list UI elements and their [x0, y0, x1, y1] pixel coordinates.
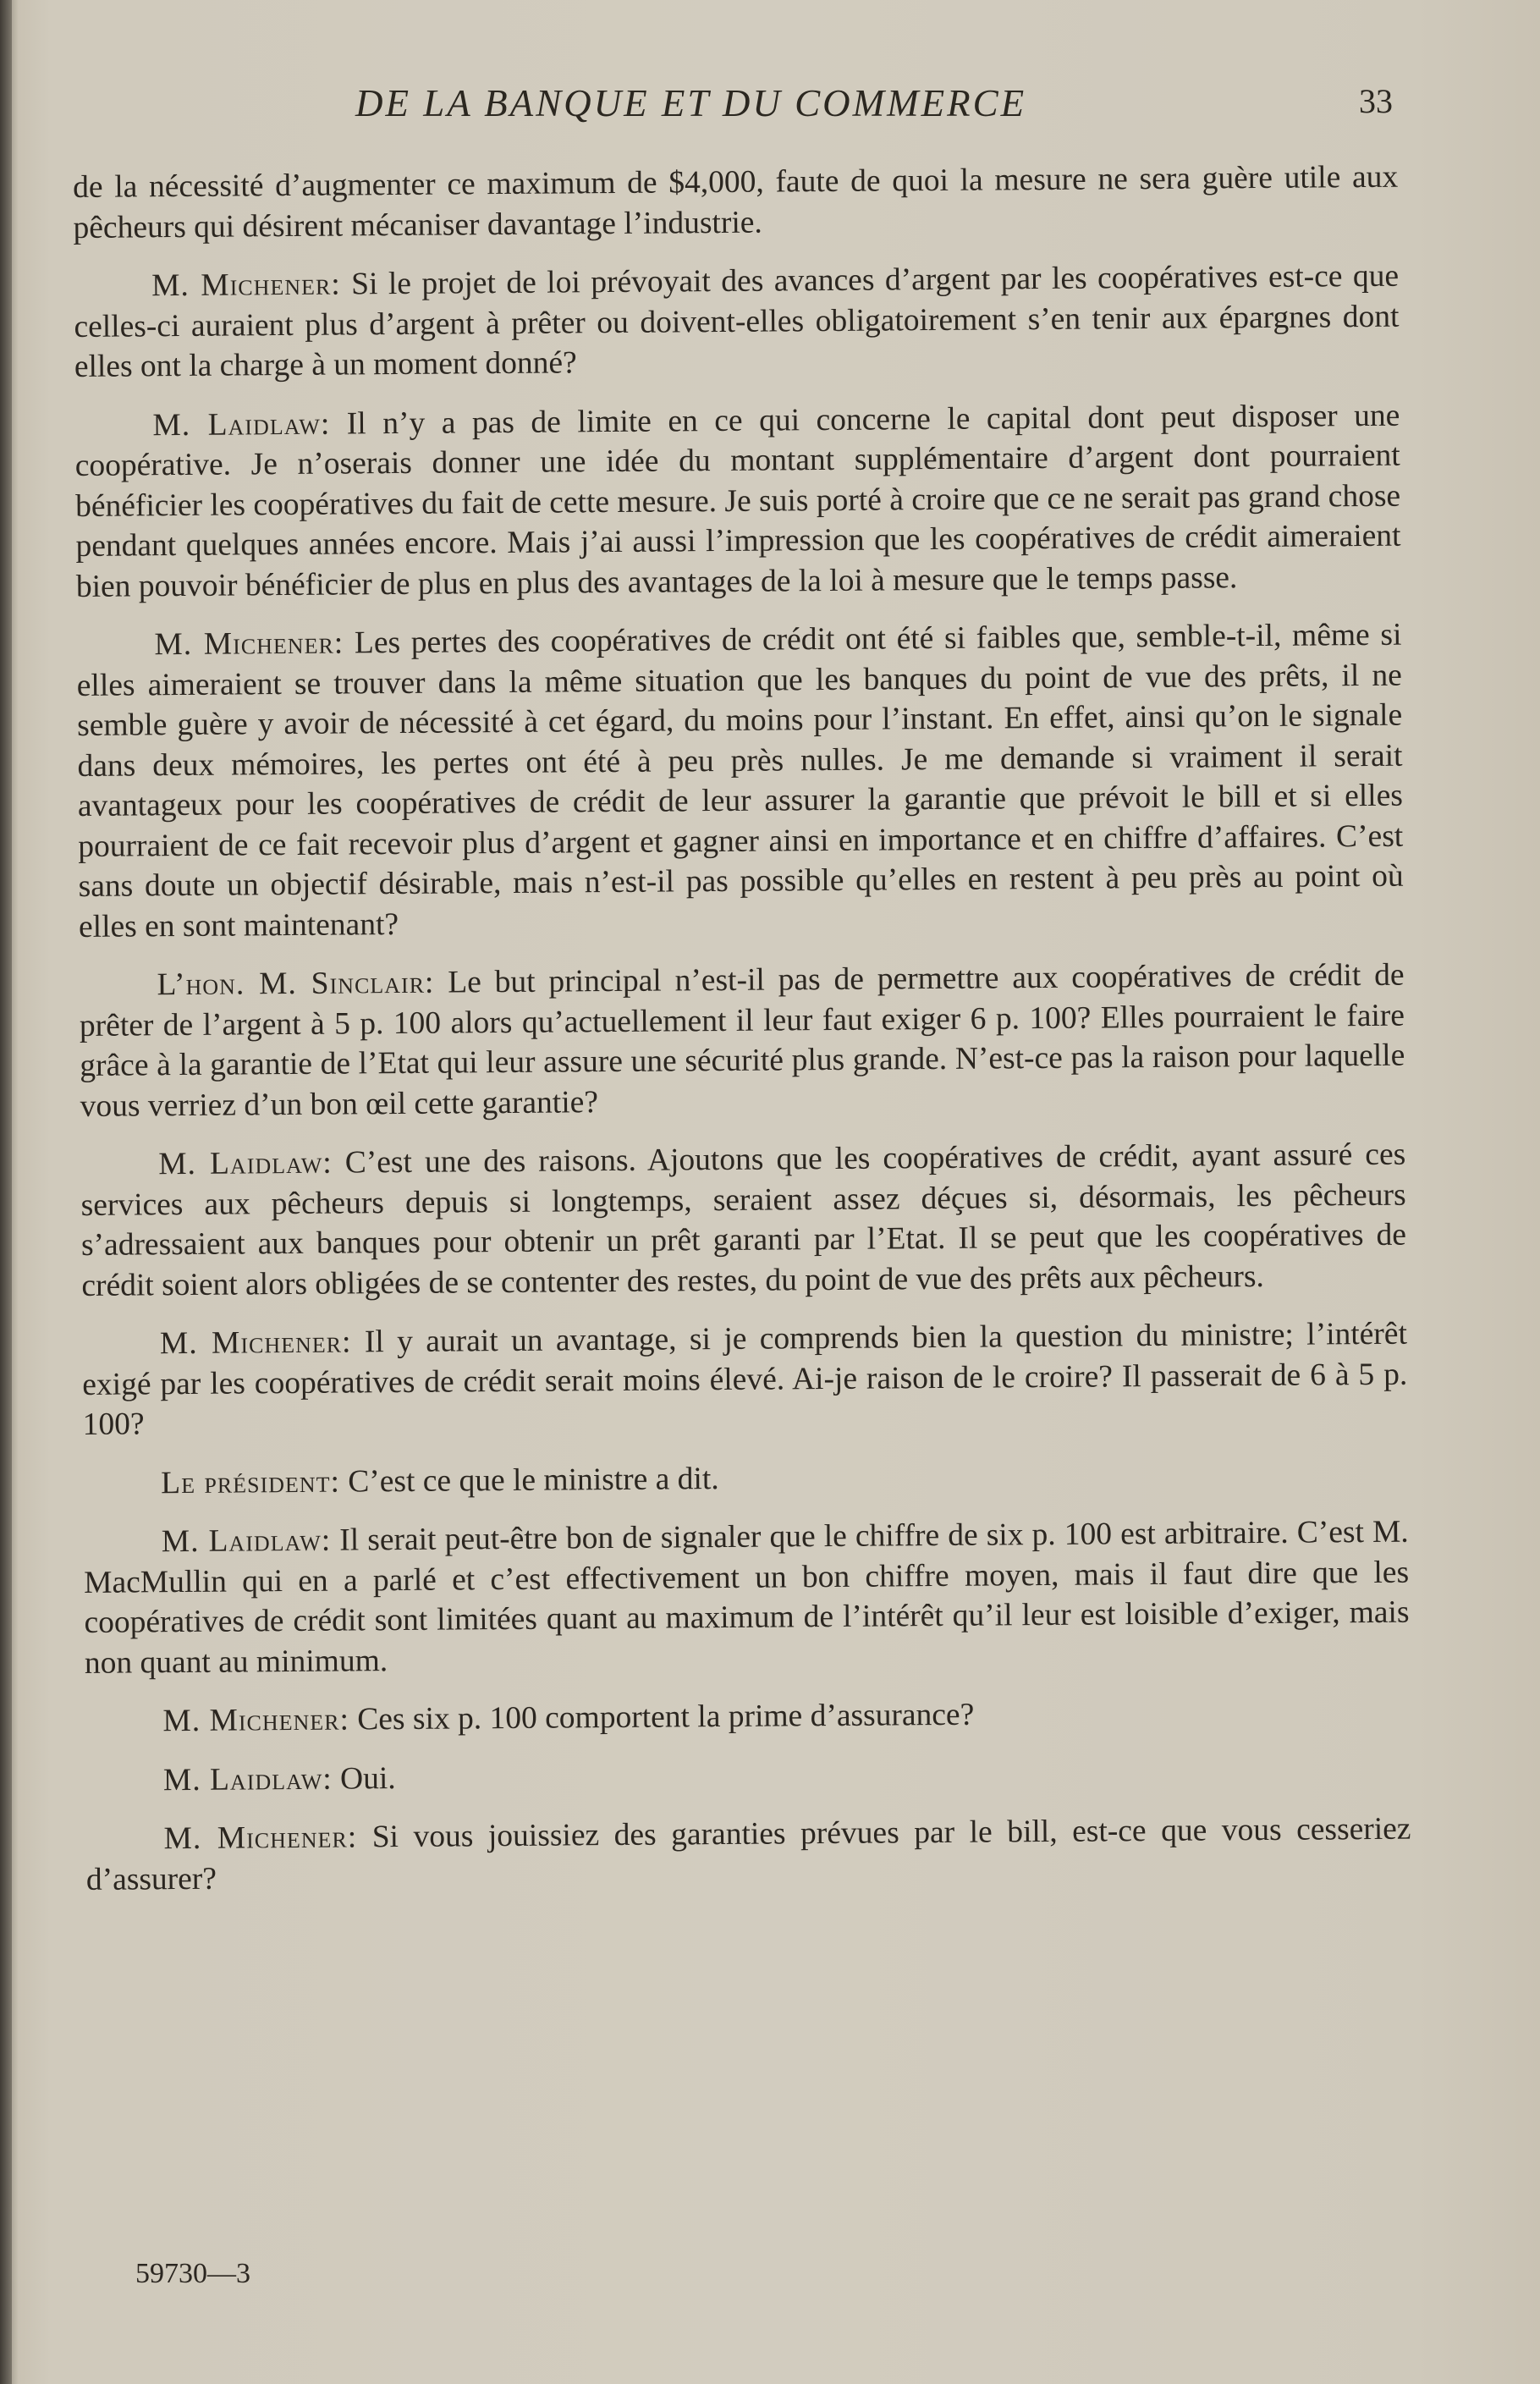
page-number: 33 — [1359, 82, 1393, 120]
paragraph-text: Le but principal n’est-il pas de permettre aux coopératives de crédit de prêter de l’argent à 5 p. 100 alors qu’actuellement il leur faut exiger 6 p. 100? Elles pourraient le faire grâce à la garantie de l’Etat qui leur assure une sécurité plus grande. N’est-ce pas la raison pour laquelle vous verriez d’un bon œil cette garantie? — [79, 957, 1405, 1124]
paragraph-text: C’est une des raisons. Ajoutons que les coopératives de crédit, ayant assuré ces services aux pêcheurs depuis si longtemps, seraient assez déçues si, désormais, les pêcheurs s’adressaient aux banques pour obtenir un prêt garanti par l’Etat. Il se peut que les coopératives de crédit soient alors obligées de se contenter des restes, du point de vue des prêts aux pêcheurs. — [80, 1137, 1407, 1303]
speaker-name: M. Laidlaw: — [158, 1145, 333, 1182]
speaker-name: L’hon. M. Sinclair: — [157, 965, 435, 1003]
paragraph — [84, 1512, 1410, 1683]
paragraph — [74, 256, 1400, 388]
paragraph — [73, 157, 1399, 248]
paragraph-text: Les pertes des coopératives de crédit ont été si faibles que, semble-t-il, même si elles aimeraient se trouver dans la même situation que les banques du point de vue des prêts, il ne semble guère y avoir de nécessité à cet égard, du moins pour l’instant. En effet, ainsi qu’on le signale dans deux mémoires, les pertes ont été à peu près nulles. Je me demande si vraiment il serait avantageux pour les coopératives de crédit de leur assurer la garantie que prévoit le bill et si elles pourraient de ce fait recevoir plus d’argent et gagner ainsi en importance et en chiffre d’affaires. C’est sans doute un objectif désirable, mais n’est-il pas possible qu’elles en restent à peu près au point où elles en sont maintenant? — [76, 617, 1404, 944]
speaker-name: M. Laidlaw: — [161, 1522, 332, 1560]
paragraph — [85, 1809, 1411, 1900]
paragraph-text: Ces six p. 100 comportent la prime d’assurance? — [357, 1697, 975, 1737]
body-text — [73, 157, 1411, 1919]
paragraph — [74, 395, 1401, 607]
paragraph — [83, 1453, 1408, 1504]
page-header — [355, 81, 1405, 132]
speaker-name: M. Laidlaw: — [152, 406, 331, 443]
running-head: DE LA BANQUE ET DU COMMERCE — [355, 82, 1027, 124]
speaker-name: M. Laidlaw: — [162, 1761, 333, 1798]
speaker-name: Le président: — [161, 1464, 341, 1500]
speaker-name: M. Michener: — [162, 1702, 350, 1739]
paragraph — [76, 615, 1404, 947]
paragraph-text: Si vous jouissiez des garanties prévues par le bill, est-ce que vous cesseriez d’assurer? — [85, 1811, 1411, 1897]
paragraph-text: Il n’y a pas de limite en ce qui concerne le capital dont peut disposer une coopérative. Je n’oserais donner une idée du montant supplémentaire d’argent dont pourraient bénéficier les coopératives du fait de cette mesure. Je suis porté à croire que ce ne serait pas grand chose pendant quelques années encore. Mais j’ai aussi l’impression que les coopératives de crédit aimeraient bien pouvoir bénéficier de plus en plus des avantages de la loi à mesure que le temps passe. — [74, 398, 1401, 604]
printer-signature: 59730—3 — [135, 2258, 250, 2289]
speaker-name: M. Michener: — [163, 1820, 358, 1857]
speaker-name: M. Michener: — [151, 267, 341, 304]
speaker-name: M. Michener: — [159, 1324, 352, 1362]
page-binding-edge — [0, 0, 12, 2384]
paragraph — [82, 1314, 1408, 1445]
paragraph-text: Il y aurait un avantage, si je comprends bien la question du ministre; l’intérêt exigé par les coopératives de crédit serait moins élevé. Ai-je raison de le croire? Il passerait de 6 à 5 p. 100? — [82, 1316, 1408, 1442]
paragraph-text: Si le projet de loi prévoyait des avances d’argent par les coopératives est-ce que celles-ci auraient plus d’argent à prêter ou doivent-elles obligatoirement s’en tenir aux épargnes dont elles ont la charge à un moment donné? — [74, 258, 1400, 384]
paragraph-text: Il serait peut-être bon de signaler que le chiffre de six p. 100 est arbitraire. C’est M. MacMullin qui en a parlé et c’est effectivement un bon chiffre moyen, mais il faut dire que les coopératives de crédit sont limitées quant au maximum de l’intérêt qu’il leur est loisible d’exiger, mais non quant au minimum. — [83, 1514, 1410, 1681]
paragraph — [85, 1692, 1410, 1743]
paragraph — [79, 955, 1405, 1126]
paragraph-text: de la nécessité d’augmenter ce maximum de $4,000, faute de quoi la mesure ne sera guère utile aux pêcheurs qui désirent mécaniser davantage l’industrie. — [73, 159, 1399, 245]
speaker-name: M. Michener: — [154, 625, 344, 663]
paragraph-text: C’est ce que le ministre a dit. — [348, 1461, 719, 1499]
paragraph-text: Oui. — [339, 1760, 396, 1797]
paragraph — [85, 1750, 1411, 1801]
paragraph — [80, 1135, 1406, 1306]
